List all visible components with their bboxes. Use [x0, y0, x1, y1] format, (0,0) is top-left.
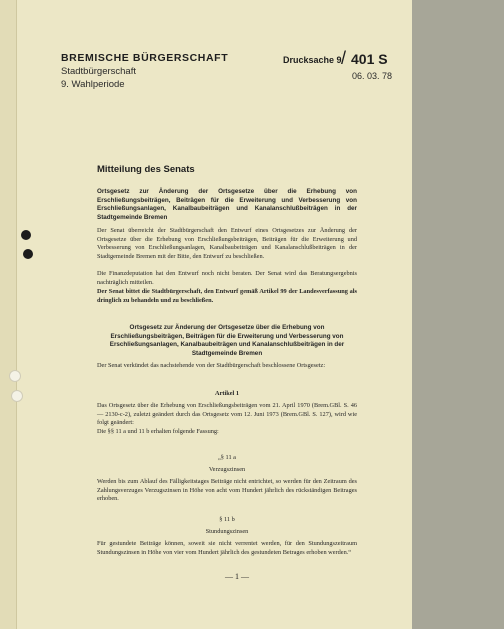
section-11b-title: § 11 b [219, 516, 235, 523]
organization-name: BREMISCHE BÜRGERSCHAFT [61, 52, 229, 64]
section-11a-subtitle: Verzugszinsen [208, 466, 246, 473]
law-heading: Ortsgesetz zur Änderung der Ortsgesetze über die Erhebung von Erschließungsbeiträgen, Beiträgen für die Erweiterung und Verbesserung von Erschließungsanlagen, Kanalbaubeiträgen und Kanalanschlußbeiträgen in der Stadtgemeinde Bremen [109, 324, 345, 357]
section-11b-subtitle: Stundungszinsen [205, 528, 249, 535]
proclamation: Der Senat verkündet das nachstehende von der Stadtbürgerschaft beschlossene Ortsgesetz: [97, 362, 326, 369]
page-title: Mitteilung des Senats [97, 164, 195, 175]
document-number: 401 S [351, 51, 388, 67]
document-date: 06. 03. 78 [352, 71, 393, 81]
punch-hole [11, 390, 23, 402]
article-title: Artikel 1 [215, 390, 239, 397]
page-number: — 1 — [225, 572, 249, 581]
punch-hole [21, 230, 31, 240]
article-text: Das Ortsgesetz über die Erhebung von Erschließungsbeiträgen vom 21. April 1970 (Brem.GBl. S. 46 — 2130-c-2), zuletzt geändert durch das Ortsgesetz vom 12. Juni 1973 (Brem.GBl. S. 127), wird wie folgt geändert: [97, 402, 357, 427]
change-line: Die §§ 11 a und 11 b erhalten folgende Fassung: [97, 428, 219, 435]
section-11a-text: Werden bis zum Ablauf des Fälligkeitstages Beiträge nicht entrichtet, so werden für den Zeitraum des Zahlungsverzuges Verzugszinsen in Höhe von acht vom Hundert jährlich des rückständigen Beitrages erhoben. [97, 478, 357, 503]
paragraph-submission: Der Senat überreicht der Stadtbürgerschaft den Entwurf eines Ortsgesetzes zur Änderung der Ortsgesetze über die Erhebung von Erschließungsbeiträgen, Beiträgen für die Erweiterung und Verbesserung von Erschließungsanlagen, Kanalbaubeiträgen und Kanalanschlußbeiträgen in der Stadtgemeinde Bremen mit der Bitte, den Entwurf zu beschließen. [97, 227, 357, 260]
section-11a-title: „§ 11 a [218, 454, 236, 461]
section-11b-text: Für gestundete Beiträge können, soweit sie nicht verrentet werden, für den Stundungszeitraum Stundungszinsen in Höhe von vier vom Hundert jährlich des gestundeten Betrages erhoben werden.“ [97, 540, 357, 556]
intro-heading: Ortsgesetz zur Änderung der Ortsgesetze über die Erhebung von Erschließungsbeiträgen, Beiträgen für die Erweiterung und Verbesserung von Erschließungsanlagen, Kanalbaubeiträgen und Kanalanschlußbeiträgen in der Stadtgemeinde Bremen [97, 188, 357, 221]
punch-hole [23, 249, 33, 259]
paragraph-deputation: Die Finanzdeputation hat den Entwurf noch nicht beraten. Der Senat wird das Beratungsergebnis nachträglich mitteilen. [97, 270, 357, 286]
punch-hole [9, 370, 21, 382]
document-label: Drucksache 9 [283, 55, 342, 65]
election-period: 9. Wahlperiode [61, 79, 125, 90]
document-slash: / [341, 48, 347, 68]
organization-sub: Stadtbürgerschaft [61, 66, 136, 77]
background-sheet [412, 0, 504, 629]
paragraph-urgency: Der Senat bittet die Stadtbürgerschaft, den Entwurf gemäß Artikel 99 der Landesverfassung als dringlich zu behandeln und zu beschließen. [97, 288, 357, 304]
